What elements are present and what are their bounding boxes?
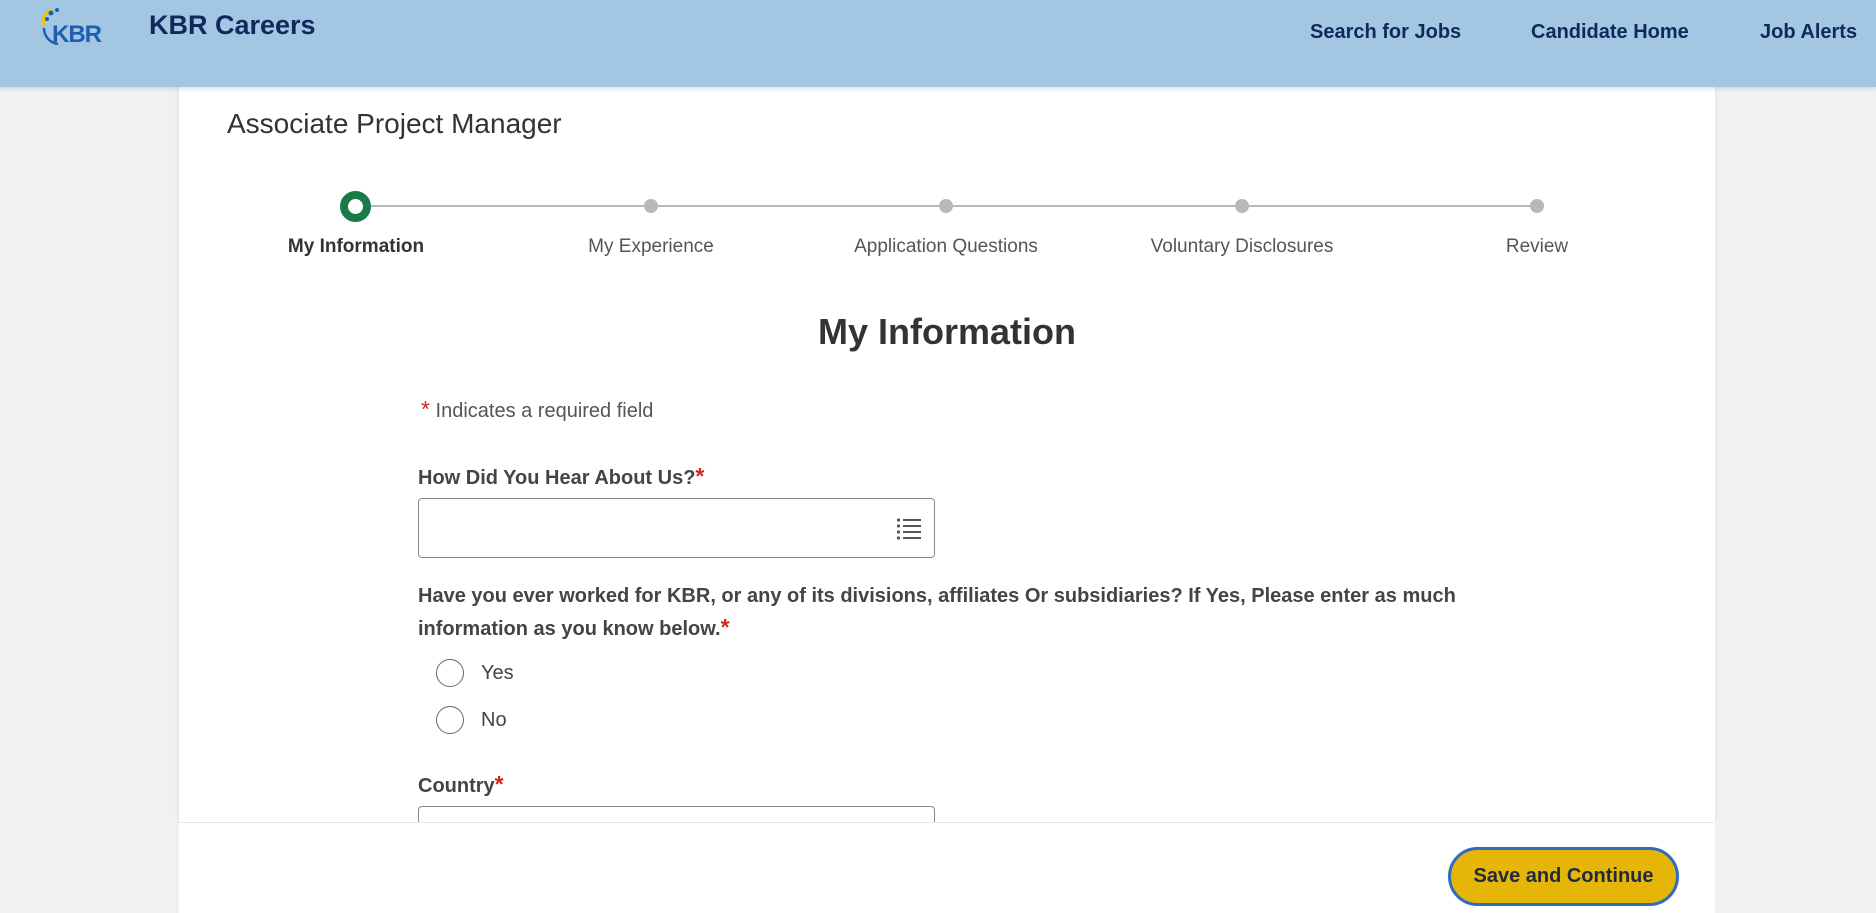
job-title: Associate Project Manager [227, 108, 562, 139]
step-label-my-information: My Information [287, 236, 425, 257]
country-label [418, 769, 504, 802]
step-dot-application-questions [939, 199, 953, 213]
hear-about-label-text: How Did You Hear About Us? [418, 467, 696, 489]
kbr-logo[interactable] [38, 4, 114, 48]
hear-about-label [418, 461, 704, 494]
required-asterisk: * [421, 396, 430, 422]
hear-about-select[interactable] [418, 498, 935, 558]
nav-candidate-home[interactable]: Candidate Home [1531, 21, 1689, 43]
required-asterisk: * [494, 771, 504, 797]
required-asterisk: * [720, 614, 730, 640]
svg-text:KBR: KBR [52, 21, 101, 48]
radio-option-yes[interactable] [436, 658, 514, 688]
save-and-continue-button[interactable]: Save and Continue [1448, 847, 1679, 906]
top-header [0, 0, 1876, 87]
radio-label-no[interactable]: No [481, 708, 507, 731]
section-title: My Information [818, 311, 1076, 352]
step-label-my-experience: My Experience [588, 236, 714, 257]
required-asterisk: * [695, 463, 705, 489]
required-field-note [421, 396, 653, 423]
required-note-text: Indicates a required field [435, 400, 654, 422]
brand-title[interactable]: KBR Careers [149, 10, 316, 40]
radio-button-yes[interactable] [436, 659, 464, 687]
step-dot-voluntary-disclosures [1235, 199, 1249, 213]
step-label-application-questions: Application Questions [854, 236, 1038, 257]
step-label-voluntary-disclosures: Voluntary Disclosures [1150, 236, 1334, 257]
step-label-review: Review [1505, 236, 1569, 257]
step-dot-review [1530, 199, 1544, 213]
application-card [179, 87, 1715, 822]
radio-button-no[interactable] [436, 706, 464, 734]
radio-option-no[interactable] [436, 705, 507, 735]
step-dot-my-experience [644, 199, 658, 213]
radio-label-yes[interactable]: Yes [481, 661, 514, 684]
country-label-text: Country [418, 775, 495, 797]
nav-job-alerts[interactable]: Job Alerts [1760, 21, 1858, 43]
list-icon[interactable] [896, 516, 922, 540]
step-dot-my-information [340, 191, 371, 222]
nav-search-jobs[interactable]: Search for Jobs [1310, 21, 1462, 43]
worked-before-label [418, 581, 1458, 645]
worked-before-label-text: Have you ever worked for KBR, or any of its divisions, affiliates Or subsidiaries? If Yes, Please enter as much information as you know below. [418, 585, 1456, 640]
